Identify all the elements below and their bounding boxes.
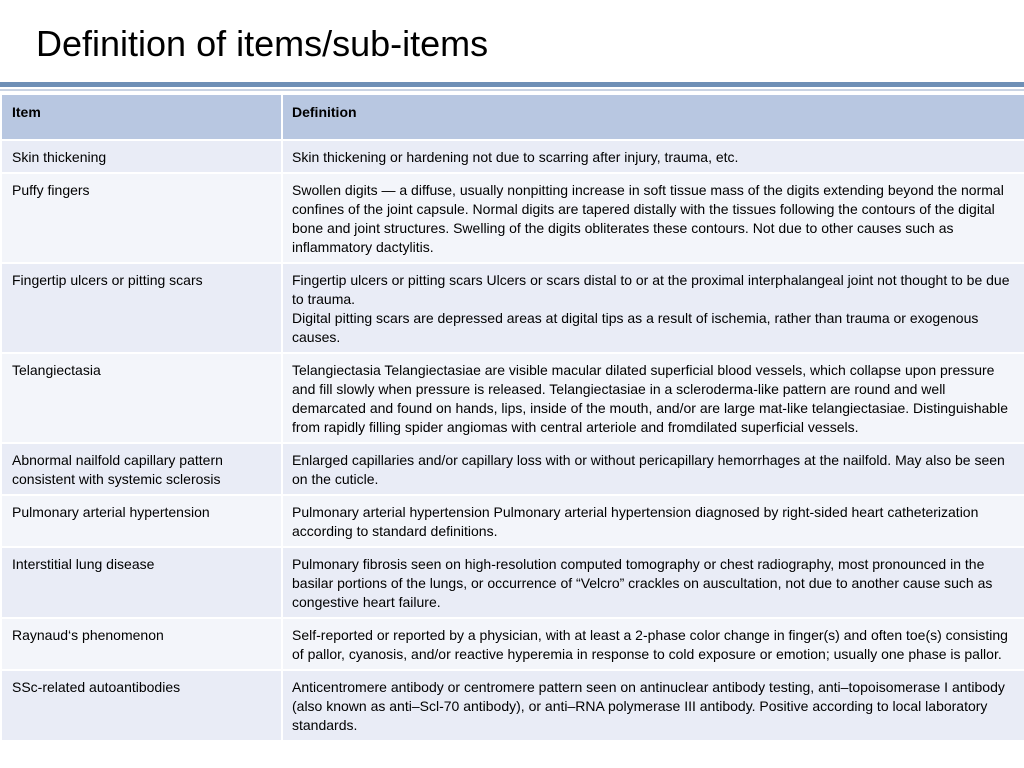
definition-text: Pulmonary arterial hypertension Pulmonary arterial hypertension diagnosed by right-sided heart catheterization according to standard definitions.: [292, 504, 979, 539]
table-row: [1, 263, 1024, 353]
item-cell: Abnormal nailfold capillary pattern consistent with systemic sclerosis: [1, 443, 282, 495]
table-row: [1, 353, 1024, 443]
page-title: Definition of items/sub-items: [36, 23, 489, 64]
definitions-table: [0, 93, 1024, 742]
header-row: [1, 94, 1024, 140]
item-cell: SSc-related autoantibodies: [1, 670, 282, 741]
definition-cell: [282, 618, 1024, 670]
table-row: [1, 670, 1024, 741]
definition-cell: [282, 353, 1024, 443]
definition-text: Swollen digits — a diffuse, usually nonpitting increase in soft tissue mass of the digits extending beyond the normal confines of the joint capsule. Normal digits are tapered distally with the tissues following the contours of the digital bone and joint structures. Swelling of the digits obliterates these contours. Not due to other causes such as inflammatory dactylitis.: [292, 182, 1004, 255]
table-body: [1, 140, 1024, 741]
table-header: [1, 94, 1024, 140]
item-cell: Raynaud‘s phenomenon: [1, 618, 282, 670]
item-cell: Puffy fingers: [1, 173, 282, 263]
definition-cell: [282, 263, 1024, 353]
table-row: [1, 443, 1024, 495]
definition-text: Fingertip ulcers or pitting scars Ulcers or scars distal to or at the proximal interphalangeal joint not thought to be due to trauma.: [292, 272, 1010, 307]
definition-cell: [282, 547, 1024, 618]
item-cell: Fingertip ulcers or pitting scars: [1, 263, 282, 353]
definition-text: Enlarged capillaries and/or capillary loss with or without pericapillary hemorrhages at the nailfold. May also be seen on the cuticle.: [292, 452, 1005, 487]
table-row: [1, 495, 1024, 547]
definition-text: Self-reported or reported by a physician, with at least a 2-phase color change in finger(s) and often toe(s) consisting of pallor, cyanosis, and/or reactive hyperemia in response to cold exposure or emotion; usually one phase is pallor.: [292, 627, 1008, 662]
column-header-definition: Definition: [282, 94, 1024, 140]
definition-cell: [282, 495, 1024, 547]
column-header-item: Item: [1, 94, 282, 140]
definition-text: Skin thickening or hardening not due to scarring after injury, trauma, etc.: [292, 149, 739, 165]
item-cell: Interstitial lung disease: [1, 547, 282, 618]
item-cell: Skin thickening: [1, 140, 282, 173]
definition-text: Digital pitting scars are depressed areas at digital tips as a result of ischemia, rather than trauma or exogenous causes.: [292, 310, 979, 345]
definition-cell: [282, 443, 1024, 495]
definition-cell: [282, 173, 1024, 263]
definition-text: Telangiectasia Telangiectasiae are visible macular dilated superficial blood vessels, which collapse upon pressure and fill slowly when pressure is released. Telangiectasiae in a scleroderma-like pattern are round and well demarcated and found on hands, lips, inside of the mouth, and/or are large mat-like telangiectasiae. Distinguishable from rapidly filling spider angiomas with central arteriole and fromdilated superficial vessels.: [292, 362, 1008, 435]
definition-cell: [282, 140, 1024, 173]
definition-text: Pulmonary fibrosis seen on high-resolution computed tomography or chest radiography, most pronounced in the basilar portions of the lungs, or occurrence of “Velcro” crackles on auscultation, not due to another cause such as congestive heart failure.: [292, 556, 993, 610]
title-divider-light: [0, 89, 1024, 91]
definition-text: Anticentromere antibody or centromere pattern seen on antinuclear antibody testing, anti–topoisomerase I antibody (also known as anti–Scl-70 antibody), or anti–RNA polymerase III antibody. Positive according to local laboratory standards.: [292, 679, 1005, 733]
item-cell: Telangiectasia: [1, 353, 282, 443]
table-row: [1, 618, 1024, 670]
title-divider: [0, 82, 1024, 87]
item-cell: Pulmonary arterial hypertension: [1, 495, 282, 547]
table-row: [1, 140, 1024, 173]
table-row: [1, 173, 1024, 263]
definition-cell: [282, 670, 1024, 741]
table-row: [1, 547, 1024, 618]
